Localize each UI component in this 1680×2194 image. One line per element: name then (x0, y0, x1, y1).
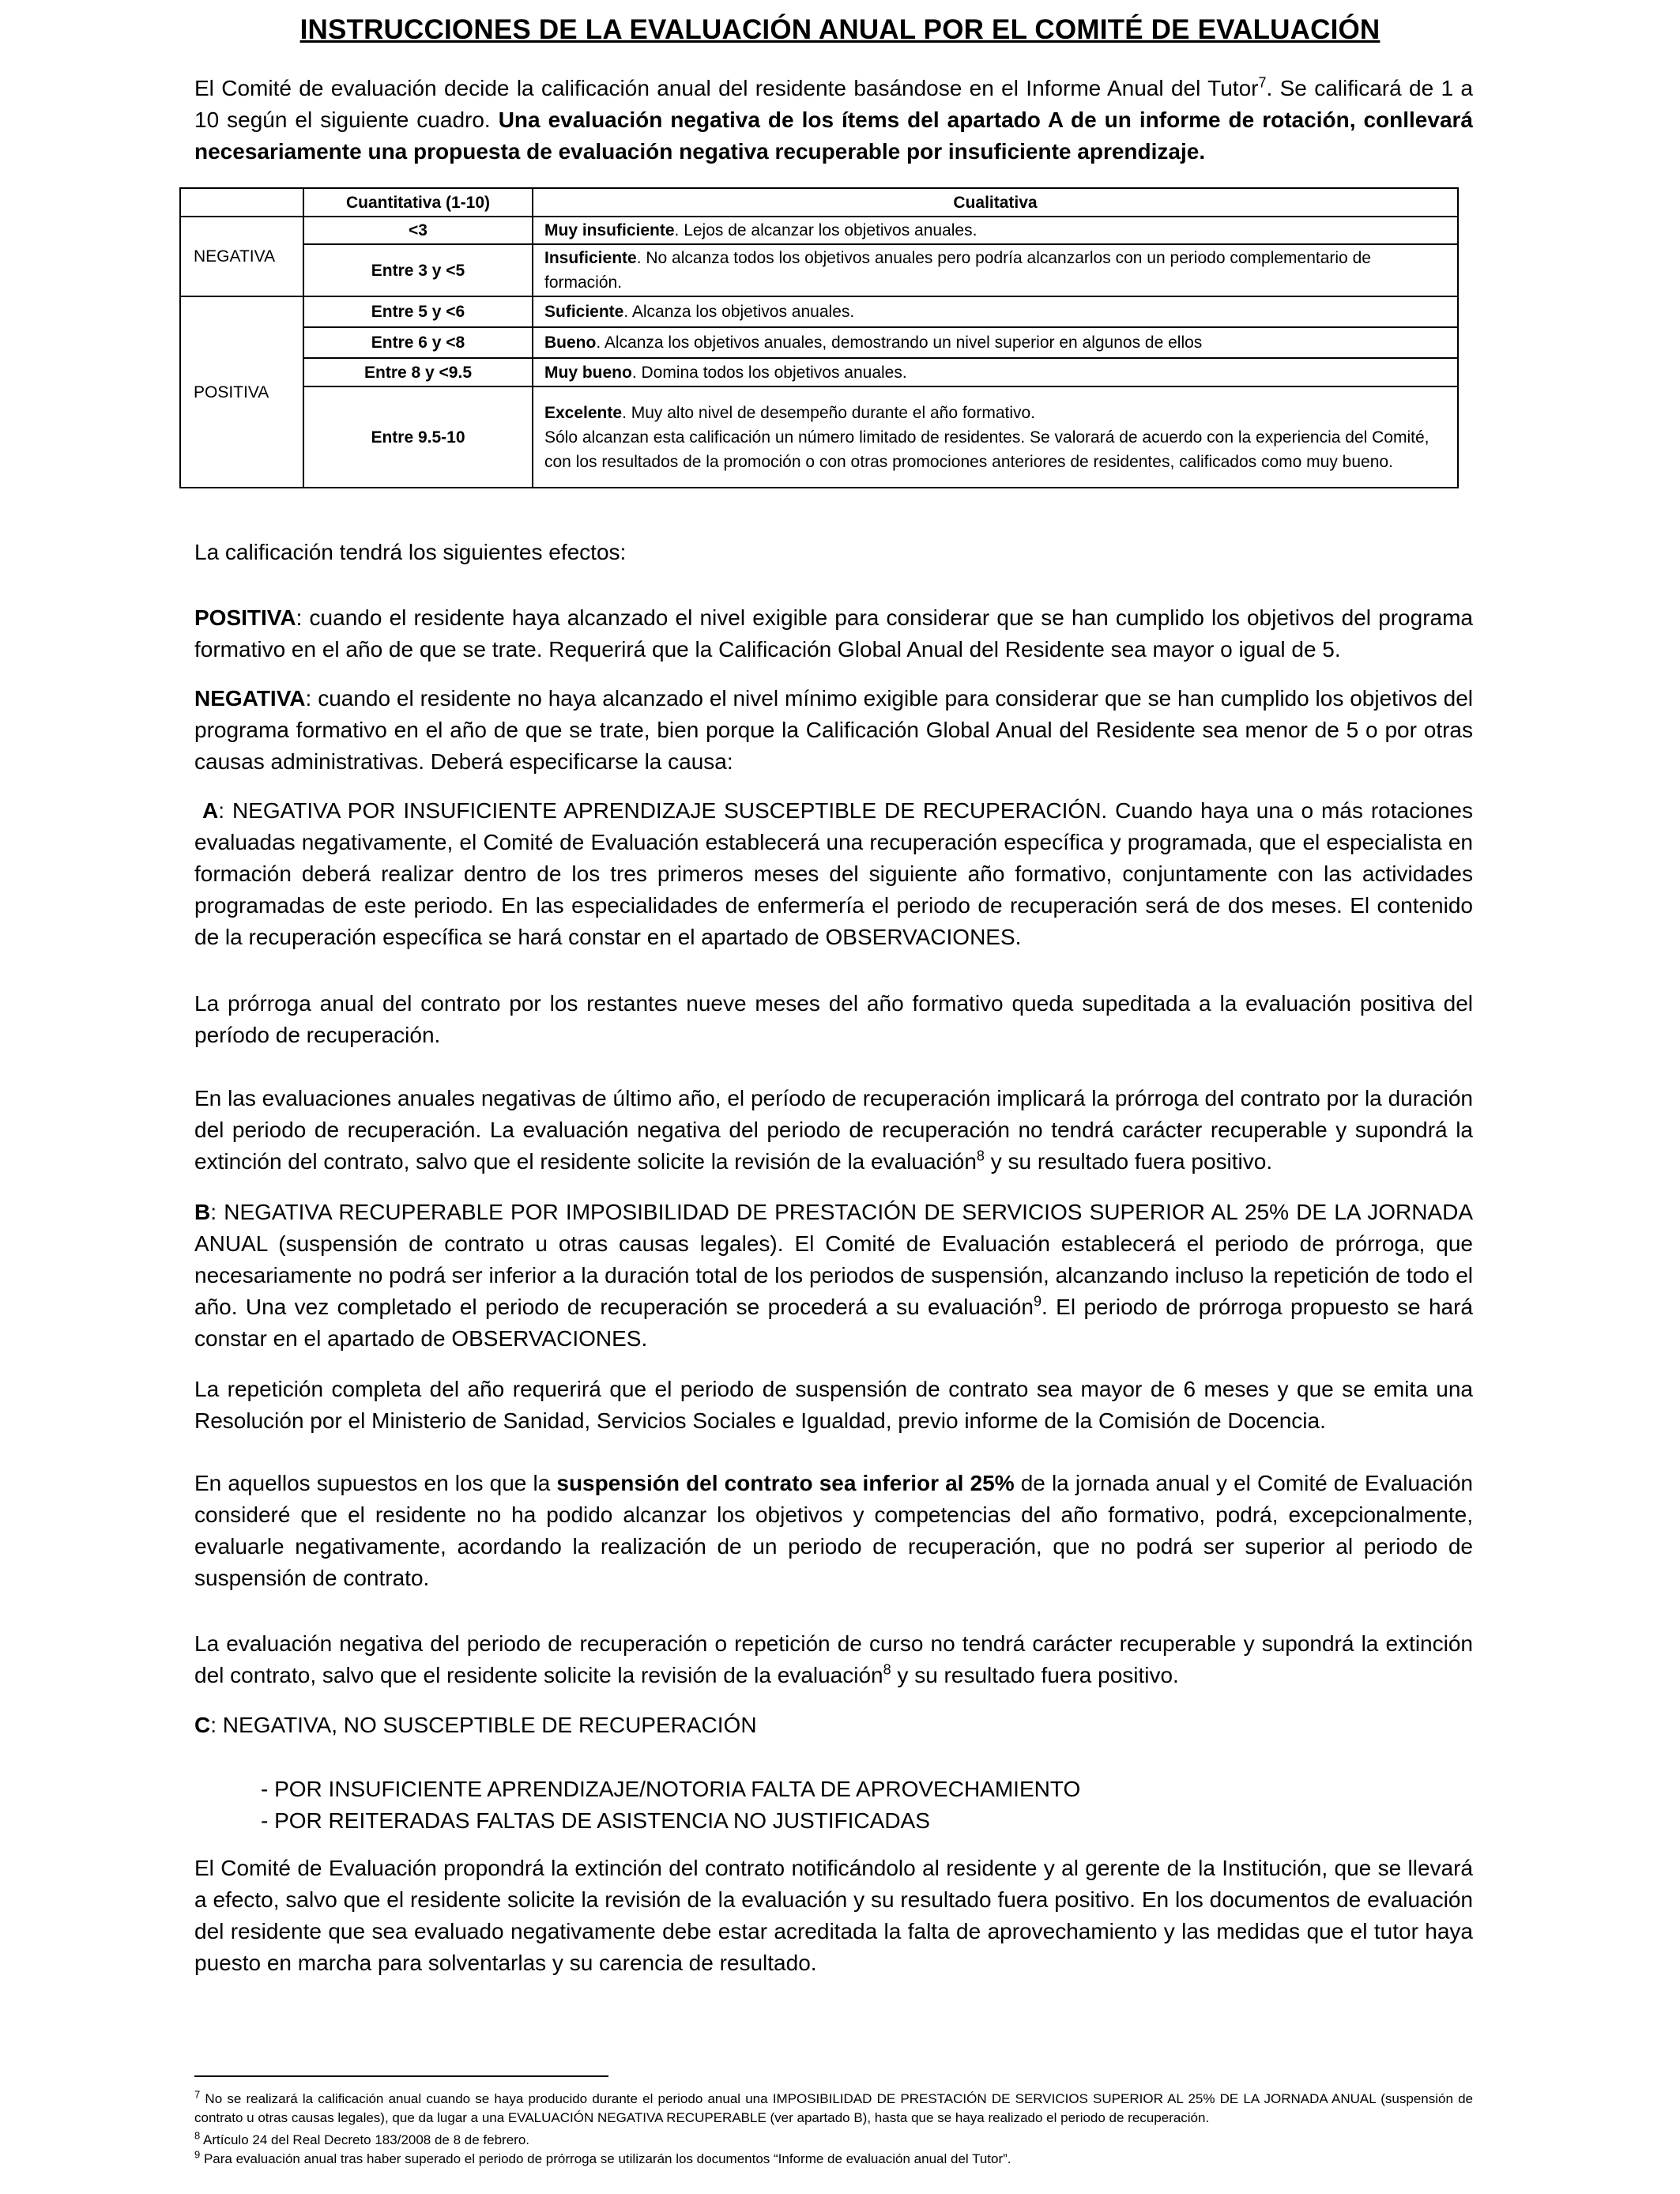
intro-text: El Comité de evaluación decide la calificación anual del residente basándose en el Informe Anual del Tutor (194, 76, 1259, 100)
footnote-separator (194, 2075, 608, 2077)
section-c-list-item: - POR REITERADAS FALTAS DE ASISTENCIA NO JUSTIFICADAS (261, 1808, 930, 1833)
range-cell: Entre 8 y <9.5 (303, 358, 533, 386)
grades-table (179, 187, 1459, 488)
footnote-ref-7: 7 (1258, 74, 1267, 91)
positiva-text: : cuando el residente haya alcanzado el nivel exigible para considerar que se han cumplido los objetivos del programa formativo en el año de que se trate. Requerirá que la Calificación Global Anual del Residente sea mayor o igual de 5. (194, 605, 1473, 662)
ultimo-ano-text: En las evaluaciones anuales negativas de último año, el período de recuperación implicará la prórroga del contrato por la duración del periodo de recuperación. La evaluación negativa del periodo de recuperación no tendrá carácter recuperable y supondrá la extinción del contrato, salvo que el residente solicite la revisión de la evaluación (194, 1086, 1473, 1174)
footnote-8 (194, 2131, 1473, 2150)
section-b-label: B (194, 1200, 211, 1224)
qual-bold: Excelente (544, 403, 623, 422)
table-header-quant: Cuantitativa (1-10) (303, 188, 533, 217)
footnote-number: 9 (194, 2148, 201, 2161)
effects-intro: La calificación tendrá los siguientes efectos: (194, 540, 627, 564)
qual-cell (533, 296, 1458, 327)
section-b-end: . El periodo de prórroga propuesto se hará constar en el apartado de OBSERVACIONES. (194, 1295, 1473, 1351)
section-c-list-item: - POR INSUFICIENTE APRENDIZAJE/NOTORIA FALTA DE APROVECHAMIENTO (261, 1777, 1081, 1801)
intro-paragraph (194, 73, 1473, 168)
negativa-recuperacion-end: y su resultado fuera positivo. (891, 1663, 1179, 1687)
qual-cell (533, 358, 1458, 386)
footnote-text: Para evaluación anual tras haber superado el periodo de prórroga se utilizarán los documentos “Informe de evaluación anual del Tutor”. (200, 2151, 1011, 2166)
group-positive-label: POSITIVA (180, 296, 303, 488)
qual-bold: Muy insuficiente (544, 221, 675, 239)
footnote-ref-9: 9 (1033, 1293, 1042, 1310)
range-cell: Entre 3 y <5 (303, 244, 533, 296)
intro-bold-text: Una evaluación negativa de los ítems del apartado A de un informe de rotación, conllevará necesariamente una propuesta de evaluación negativa recuperable por insuficiente aprendizaje. (194, 107, 1473, 164)
table-header-empty (180, 188, 303, 217)
section-a-label: A (202, 798, 219, 823)
range-cell: Entre 6 y <8 (303, 327, 533, 358)
negativa-paragraph (194, 683, 1473, 778)
prorroga-paragraph: La prórroga anual del contrato por los restantes nueve meses del año formativo queda supeditada a la evaluación positiva del período de recuperación. (194, 991, 1473, 1047)
section-a-text: : NEGATIVA POR INSUFICIENTE APRENDIZAJE SUSCEPTIBLE DE RECUPERACIÓN. Cuando haya una o más rotaciones evaluadas negativamente, el Comité de Evaluación establecerá una recuperación específica y programada, que el especialista en formación deberá realizar dentro de los tres primeros meses del siguiente año formativo, conjuntamente con las actividades programadas de este periodo. En las especialidades de enfermería el periodo de recuperación será de dos meses. El contenido de la recuperación específica se hará constar en el apartado de OBSERVACIONES. (194, 798, 1473, 949)
qual-text: . Lejos de alcanzar los objetivos anuales. (674, 221, 977, 239)
negativa-recuperacion-paragraph (194, 1628, 1473, 1691)
negativa-recuperacion-text: La evaluación negativa del periodo de recuperación o repetición de curso no tendrá carácter recuperable y supondrá la extinción del contrato, salvo que el residente solicite la revisión de la evaluación (194, 1631, 1473, 1687)
footnote-7 (194, 2090, 1473, 2128)
positiva-paragraph (194, 602, 1473, 665)
qual-text: . Alcanza los objetivos anuales. (623, 303, 855, 321)
qual-text: . Alcanza los objetivos anuales, demostrando un nivel superior en algunos de ellos (596, 334, 1203, 352)
range-cell: Entre 9.5-10 (303, 386, 533, 488)
intro-text-cont: . Se calificará de 1 a 10 según el siguiente cuadro. (194, 76, 1474, 132)
negativa-label: NEGATIVA (194, 686, 306, 711)
group-negative-label: NEGATIVA (180, 217, 303, 296)
qual-text: . No alcanza todos los objetivos anuales pero podría alcanzarlos con un periodo complementario de formación. (544, 249, 1371, 292)
section-c-label: C (194, 1713, 211, 1737)
qual-bold: Suficiente (544, 303, 624, 321)
table-row (180, 244, 1458, 296)
footnote-ref-8: 8 (883, 1661, 891, 1678)
qual-cell (533, 244, 1458, 296)
section-c-text: : NEGATIVA, NO SUSCEPTIBLE DE RECUPERACIÓN (210, 1713, 757, 1737)
table-header-row (180, 188, 1458, 217)
table-row (180, 327, 1458, 358)
table-row (180, 358, 1458, 386)
footnote-text: No se realizará la calificación anual cuando se haya producido durante el periodo anual una IMPOSIBILIDAD DE PRESTACIÓN DE SERVICIOS SUPERIOR AL 25% DE LA JORNADA ANUAL (suspensión de contrato u otras causas legales), que da lugar a una EVALUACIÓN NEGATIVA RECUPERABLE (ver apartado B), hasta que se haya realizado el periodo de recuperación. (194, 2091, 1473, 2125)
qual-text: . Muy alto nivel de desempeño durante el año formativo. (622, 403, 1036, 422)
qual-text: . Domina todos los objetivos anuales. (631, 363, 907, 382)
qual-cell (533, 386, 1458, 488)
positiva-label: POSITIVA (194, 605, 296, 630)
footnote-ref-8: 8 (976, 1148, 985, 1164)
table-row (180, 296, 1458, 327)
section-c-closing: El Comité de Evaluación propondrá la extinción del contrato notificándolo al residente y al gerente de la Institución, que se llevará a efecto, salvo que el residente solicite la revisión de la evaluación y su resultado fuera positivo. En los documentos de evaluación del residente que sea evaluado negativamente debe estar acreditada la falta de aprovechamiento y las medidas que el tutor haya puesto en marcha para solventarlas y su carencia de resultado. (194, 1856, 1473, 1975)
section-b-paragraph (194, 1197, 1473, 1355)
ultimo-ano-end: y su resultado fuera positivo. (984, 1149, 1273, 1174)
qual-bold: Bueno (544, 334, 597, 352)
range-cell: Entre 5 y <6 (303, 296, 533, 327)
table-row (180, 217, 1458, 244)
table-header-qual: Cualitativa (533, 188, 1458, 217)
range-cell: <3 (303, 217, 533, 244)
footnote-number: 8 (194, 2129, 201, 2142)
supuestos-bold-text: suspensión del contrato sea inferior al 25% (556, 1471, 1015, 1495)
qual-bold: Insuficiente (544, 249, 637, 267)
table-row (180, 386, 1458, 488)
supuestos-text-cont: de la jornada anual y el Comité de Evaluación consideré que el residente no ha podido alcanzar los objetivos y competencias del año formativo, podrá, excepcionalmente, evaluarle negativamente, acordando la realización de un periodo de recuperación, que no podrá ser superior al periodo de suspensión de contrato. (194, 1471, 1474, 1590)
page-title: INSTRUCCIONES DE LA EVALUACIÓN ANUAL POR EL COMITÉ DE EVALUACIÓN (299, 14, 1381, 45)
footnote-9 (194, 2150, 1473, 2169)
qual-extra-text: Sólo alcanzan esta calificación un número limitado de residentes. Se valorará de acuerdo con la experiencia del Comité, con los resultados de la promoción o con otras promociones anteriores de residentes, calificados como muy bueno. (544, 428, 1430, 471)
footnote-text: Artículo 24 del Real Decreto 183/2008 de 8 de febrero. (200, 2132, 530, 2147)
section-c-heading (194, 1710, 1473, 1741)
footnote-number: 7 (194, 2088, 201, 2101)
qual-bold: Muy bueno (544, 363, 632, 382)
supuestos-paragraph (194, 1468, 1473, 1594)
qual-cell (533, 217, 1458, 244)
negativa-text: : cuando el residente no haya alcanzado el nivel mínimo exigible para considerar que se han cumplido los objetivos del programa formativo en el año de que se trate, bien porque la Calificación Global Anual del Residente sea menor de 5 o por otras causas administrativas. Deberá especificarse la causa: (194, 686, 1473, 774)
repeticion-paragraph: La repetición completa del año requerirá que el periodo de suspensión de contrato sea mayor de 6 meses y que se emita una Resolución por el Ministerio de Sanidad, Servicios Sociales e Igualdad, previo informe de la Comisión de Docencia. (194, 1377, 1473, 1433)
ultimo-ano-paragraph (194, 1083, 1473, 1178)
qual-cell (533, 327, 1458, 358)
supuestos-text: En aquellos supuestos en los que la (194, 1471, 557, 1495)
section-a-paragraph (194, 795, 1473, 953)
section-b-text: : NEGATIVA RECUPERABLE POR IMPOSIBILIDAD DE PRESTACIÓN DE SERVICIOS SUPERIOR AL 25% DE LA JORNADA ANUAL (suspensión de contrato u otras causas legales). El Comité de Evaluación establecerá el periodo de prórroga, que necesariamente no podrá ser inferior a la duración total de los periodos de suspensión, alcanzando incluso la repetición de todo el año. Una vez completado el periodo de recuperación se procederá a su evaluación (194, 1200, 1473, 1319)
